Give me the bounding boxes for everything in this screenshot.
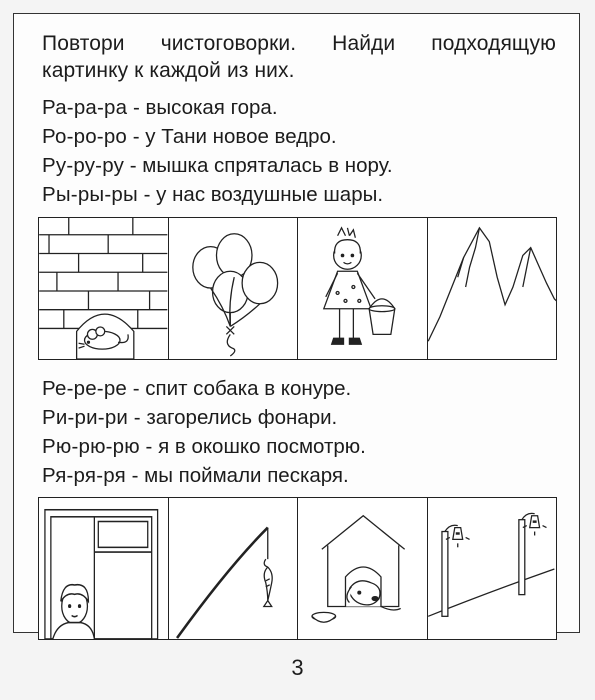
picture-strip-1 bbox=[38, 217, 557, 360]
picture-street-lamps[interactable] bbox=[428, 498, 557, 639]
verse-ri bbox=[42, 408, 337, 428]
fishing-rod-icon bbox=[169, 498, 298, 639]
girl-with-bucket-icon bbox=[298, 218, 427, 359]
verse-syllables: Ре-ре-ре bbox=[42, 377, 128, 400]
picture-strip-2 bbox=[38, 497, 557, 640]
verse-dash: - bbox=[127, 377, 146, 400]
verse-syllables: Ры-ры-ры bbox=[42, 183, 138, 206]
boy-at-window-icon bbox=[39, 498, 168, 639]
verse-dash: - bbox=[127, 96, 146, 119]
verse-phrase: мы поймали пескаря. bbox=[144, 464, 349, 487]
verse-phrase: у нас воздушные шары. bbox=[156, 183, 384, 206]
verse-ra bbox=[42, 98, 278, 118]
picture-mouse-in-hole[interactable] bbox=[39, 218, 169, 359]
verse-syllables: Ри-ри-ри bbox=[42, 406, 129, 429]
verse-syllables: Рю-рю-рю bbox=[42, 435, 140, 458]
verse-phrase: мышка спряталась в нору. bbox=[142, 154, 393, 177]
verse-dash: - bbox=[127, 125, 146, 148]
picture-balloons[interactable] bbox=[169, 218, 299, 359]
picture-dog-in-kennel[interactable] bbox=[298, 498, 428, 639]
verse-re bbox=[42, 379, 351, 399]
verse-phrase: загорелись фонари. bbox=[146, 406, 338, 429]
verse-syllables: Ря-ря-ря bbox=[42, 464, 126, 487]
verse-ry bbox=[42, 185, 383, 205]
picture-mountains[interactable] bbox=[428, 218, 557, 359]
verse-dash: - bbox=[128, 406, 147, 429]
page-number: 3 bbox=[291, 655, 304, 680]
verse-phrase: спит собака в конуре. bbox=[145, 377, 352, 400]
picture-girl-with-bucket[interactable] bbox=[298, 218, 428, 359]
verse-ryu bbox=[42, 437, 366, 457]
dog-kennel-icon bbox=[298, 498, 427, 639]
verse-phrase: я в окошко посмотрю. bbox=[158, 435, 366, 458]
verse-syllables: Ру-ру-ру bbox=[42, 154, 125, 177]
mouse-in-brick-wall-icon bbox=[39, 218, 168, 359]
balloons-icon bbox=[169, 218, 298, 359]
verse-dash: - bbox=[137, 183, 157, 206]
verse-phrase: высокая гора. bbox=[145, 96, 278, 119]
verse-syllables: Ро-ро-ро bbox=[42, 125, 128, 148]
verse-rya bbox=[42, 466, 349, 486]
verse-dash: - bbox=[139, 435, 159, 458]
picture-fishing-rod[interactable] bbox=[169, 498, 299, 639]
verse-ro bbox=[42, 127, 337, 147]
verse-phrase: у Тани новое ведро. bbox=[145, 125, 337, 148]
verse-ru bbox=[42, 156, 393, 176]
verse-dash: - bbox=[125, 464, 145, 487]
mountains-icon bbox=[428, 218, 557, 359]
verse-dash: - bbox=[124, 154, 143, 177]
instruction-text: Повтори чистоговорки. Найди подходящую картинку к каждой из них. bbox=[42, 32, 556, 82]
picture-boy-at-window[interactable] bbox=[39, 498, 169, 639]
street-lamps-icon bbox=[428, 498, 557, 639]
verse-syllables: Ра-ра-ра bbox=[42, 96, 128, 119]
